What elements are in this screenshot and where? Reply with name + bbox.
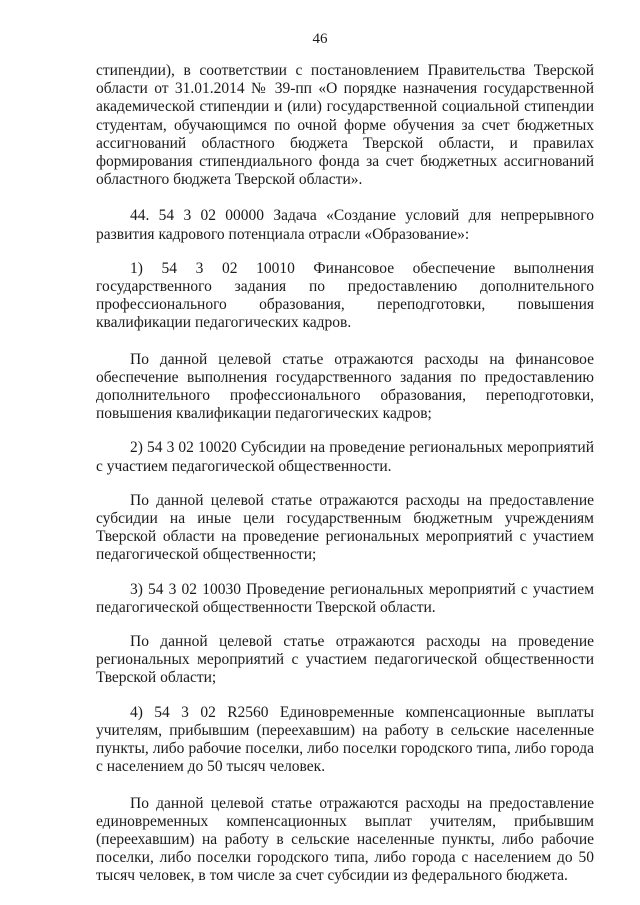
paragraph-item-2-description: По данной целевой статье отражаются расходы на предоставление субсидии на иные цели государственным бюджетным учреждениям Тверской области на проведение региональных мероприятий с участием педагогической общественности; <box>96 491 594 564</box>
paragraph-scholarship-continuation: стипендии), в соответствии с постановлением Правительства Тверской области от 31.01.2014 № 39-пп «О порядке назначения государственной академической стипендии и (или) государственной социальной стипендии студентам, обучающимся по очной форме обучения за счет бюджетных ассигнований областного бюджета Тверской области, и правилах формирования стипендиального фонда за счет бюджетных ассигнований областного бюджета Тверской области». <box>96 62 594 189</box>
paragraph-item-4: 4) 54 3 02 R2560 Единовременные компенсационные выплаты учителям, прибывшим (переехавшим) на работу в сельские населенные пункты, либо рабочие поселки, либо поселки городского типа, либо города с населением до 50 тысяч человек. <box>96 703 594 776</box>
paragraph-item-4-description: По данной целевой статье отражаются расходы на предоставление единовременных компенсационных выплат учителям, прибывшим (переехавшим) на работу в сельские населенные пункты, либо рабочие поселки, либо поселки городского типа, либо города с населением до 50 тысяч человек, в том числе за счет субсидии из федерального бюджета. <box>96 794 594 885</box>
paragraph-item-2: 2) 54 3 02 10020 Субсидии на проведение региональных мероприятий с участием педагогической общественности. <box>96 439 594 475</box>
paragraph-item-1-description: По данной целевой статье отражаются расходы на финансовое обеспечение выполнения государственного задания по предоставлению дополнительного профессионального образования, переподготовки, повышения квалификации педагогических кадров; <box>96 350 594 423</box>
page-number: 46 <box>312 31 328 47</box>
paragraph-item-1: 1) 54 3 02 10010 Финансовое обеспечение выполнения государственного задания по предоставлению дополнительного профессионального образования, переподготовки, повышения квалификации педагогических кадров. <box>96 259 594 332</box>
document-body <box>96 62 594 886</box>
paragraph-task-44: 44. 54 3 02 00000 Задача «Создание условий для непрерывного развития кадрового потенциала отрасли «Образование»: <box>96 207 594 243</box>
paragraph-item-3: 3) 54 3 02 10030 Проведение региональных мероприятий с участием педагогической общественности Тверской области. <box>96 580 594 616</box>
paragraph-item-3-description: По данной целевой статье отражаются расходы на проведение региональных мероприятий с участием педагогической общественности Тверской области; <box>96 633 594 687</box>
